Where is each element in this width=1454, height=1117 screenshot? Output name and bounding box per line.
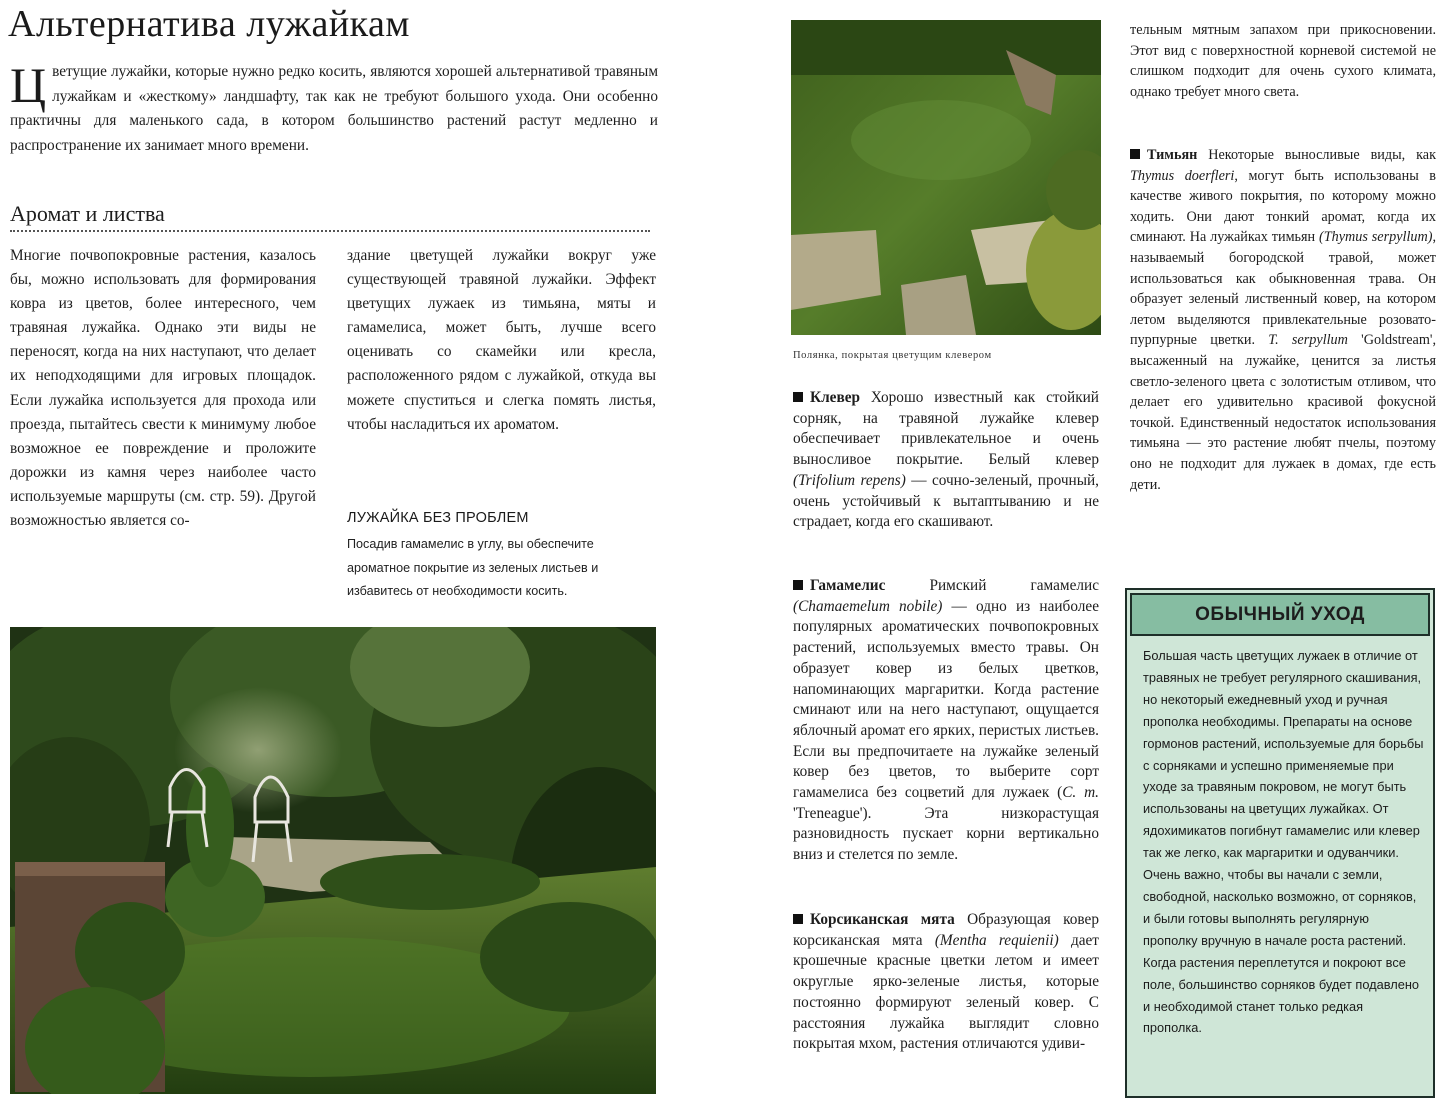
intro-text: ветущие лужайки, которые нужно редко косить, являются хорошей альтернативой травяным лужайкам и «жесткому» ландшафту, так как не требуют большого ухода. Они особенно практичны для маленького сада, в котором большинство растений растут медленно и распространение их занимает много времени. [10, 63, 658, 154]
entry-text: 'Treneague'). Эта низкорастущая разновидность пускает корни вертикально вниз и стелется по земле. [793, 804, 1099, 864]
latin-name: (Mentha requienii) [934, 931, 1059, 949]
entry-term: Корсиканская мята [810, 911, 955, 928]
intro-paragraph [10, 57, 658, 158]
latin-name: Thymus doerfleri [1130, 167, 1235, 184]
bullet-icon [793, 392, 803, 402]
entry-text: Образующая ковер корсиканская мята [793, 911, 1099, 949]
entry-clover [793, 388, 1099, 533]
entry-text: 'Goldstream', высаженный на лужайке, ценится за листья светло-зеленого цвета с золотистым отливом, что делает его удивительно красивой фокусной точкой. Единственный недостаток использования тимьяна — это растение любят пчелы, поэтому оно не подходит для лужаек в домах, где есть дети. [1130, 332, 1436, 493]
mint-continued-text: тельным мятным запахом при прикосновении. Этот вид с поверхностной корневой системой не слишком подходит для очень сухого климата, однако требует много света. [1130, 22, 1436, 100]
drop-cap: Ц [10, 57, 47, 113]
tip-text: Посадив гамамелис в углу, вы обеспечите ароматное покрытие из зеленых листьев и избавитесь от необходимости косить. [347, 537, 599, 599]
body-column-right: здание цветущей лужайки вокруг уже существующей травяной лужайки. Эффект цветущих лужаек из тимьяна, мяты и гамамелиса, может быть, лучше всего оценивать со скамейки или кресла, расположенного рядом с лужайкой, откуда вы можете спуститься и слегка помять листья, чтобы насладиться их ароматом. [347, 247, 656, 433]
page-title: Альтернатива лужайкам [8, 3, 410, 45]
garden-photo [10, 627, 656, 1094]
clover-photo [791, 20, 1101, 335]
entry-text: Хорошо известный как стойкий сорняк, на травяной лужайке клевер обеспечивает привлекательное и очень выносливое покрытие. Белый клевер [793, 389, 1099, 469]
entry-text: Некоторые выносливые виды, как [1197, 147, 1436, 163]
entry-text: Римский гамамелис [885, 577, 1099, 594]
entry-term: Тимьян [1147, 147, 1198, 163]
entry-corsican-mint [793, 910, 1099, 1055]
bullet-icon [793, 580, 803, 590]
bullet-icon [1130, 149, 1140, 159]
care-box-text: Большая часть цветущих лужаек в отличие от травяных не требует регулярного скашивания, но некоторый ежедневный уход и ручная прополка необходимы. Препараты на основе гормонов растений, используемые для борьбы с сорняками и успешно применяемые при уходе за травяным покровом, не могут быть использованы на цветущих лужайках. От ядохимикатов погибнут гамамелис или клевер так же легко, как маргаритки и одуванчики. Очень важно, чтобы вы начали с земли, свободной, насколько возможно, от сорняков, и были готовы выполнять регулярную прополку вручную в начале роста растений. Когда растения переплетутся и покроют все поле, большинство сорняков будет подавлено и необходимой станет только редкая прополка. [1143, 648, 1424, 1036]
entry-term: Клевер [810, 389, 861, 406]
entry-text: дает крошечные красные цветки летом и имеет округлые ярко-зеленые листья, которые постоянно формируют зеленый ковер. С расстояния лужайка выглядит словно покрытая мхом, растения отличаются удиви- [793, 931, 1099, 1053]
latin-name: (Trifolium repens) [793, 471, 906, 489]
latin-name: (Chamaemelum nobile) [793, 597, 943, 615]
entry-text: — одно из наиболее популярных ароматических почвопокровных растений, используемых вместо травы. Он образует ковер из белых цветков, напоминающих маргаритки. Когда растение сминают или на него наступают, ощущается яблочный аромат его ярких, перистых листьев. Если вы предпочитаете на лужайке зеленый ковер без цветов, то выберите сорт гамамелиса без соцветий для лужаек ( [793, 597, 1099, 802]
entry-term: Гамамелис [810, 577, 886, 594]
body-column-left: Многие почвопокровные растения, казалось бы, можно использовать для формирования ковра из цветов, более интересного, чем травяная лужайка. Однако эти виды не переносят, когда на них наступают, что делает их неподходящими для игровых площадок. Если лужайка используется для прохода или проезда, пытайтесь свести к минимуму любое возможное ее повреждение и проложите дорожки из камня через наиболее часто используемые маршруты (см. стр. 59). Другой возможностью является со- [10, 247, 316, 530]
latin-name: T. serpyllum [1268, 332, 1348, 349]
photo-caption: Полянка, покрытая цветущим клевером [793, 350, 992, 361]
entry-text: , могут быть использованы в качестве живого покрытия, по которому можно ходить. Они дают тонкий аромат, когда их сминают. На лужайках тимьян [1130, 167, 1437, 246]
entry-text: — сочно-зеленый, прочный, очень устойчивый к вытаптыванию и не страдает, когда его скашивают. [793, 471, 1100, 531]
bullet-icon [793, 914, 803, 924]
tip-title: ЛУЖАЙКА БЕЗ ПРОБЛЕМ [347, 510, 529, 526]
entry-text: , называемый богородской травой, может использоваться как обыкновенная трава. Он образует зеленый лиственный ковер, на котором летом выделяются привлекательные розовато-пурпурные цветки. [1130, 229, 1437, 349]
care-box-heading: ОБЫЧНЫЙ УХОД [1130, 593, 1430, 636]
entry-thyme [1130, 145, 1436, 495]
latin-name: (Thymus serpyllum) [1319, 229, 1433, 246]
section-heading: Аромат и листва [10, 201, 650, 232]
latin-name: C. m. [1062, 784, 1099, 802]
entry-chamomile [793, 576, 1099, 866]
clover-photo-illustration [791, 20, 1101, 335]
garden-photo-illustration [10, 627, 656, 1094]
